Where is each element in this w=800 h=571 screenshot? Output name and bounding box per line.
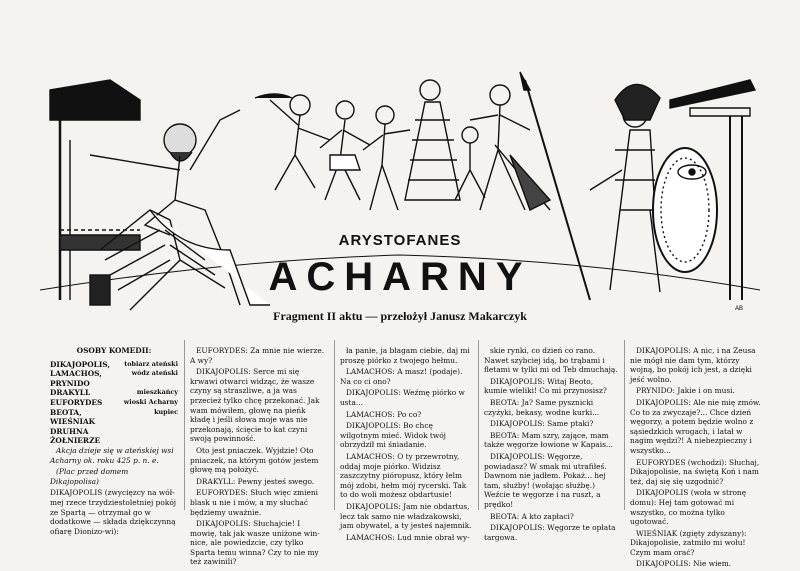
dialogue-paragraph: PRYNIDO: Jakie i on musi. <box>636 386 735 396</box>
author-name: ARYSTOFANES <box>338 232 462 249</box>
cast-entry <box>50 388 178 398</box>
cast-entry <box>50 436 178 446</box>
dialogue-paragraph: LAMACHOS: A masz! (podaje). Na co ci ono? <box>340 367 463 386</box>
article-header <box>230 232 570 324</box>
dialogue-paragraph: LAMACHOS: Po co? <box>346 409 422 419</box>
cast-heading: OSOBY KOMEDII: <box>76 346 152 355</box>
dialogue-paragraph: BEOTA: Mam szry, zające, mam także węgorze łowione w Kapais... <box>484 430 613 450</box>
setting-note: (Plac przed domem Dikajopolisa) <box>50 467 129 486</box>
dialogue-paragraph: EUFORYDES: Słuch więc zmieni blask u nie i mów, a my słuchać będziemy uważnie. <box>190 488 319 517</box>
dialogue-paragraph: DIKAJOPOLIS: Słuchajcie! I mowię, tak jak wasze uniżone win-nice, ale powiedzcie, czy tylko Sparta temu winna? Czy to nie my też zawinili? <box>190 519 320 567</box>
dialogue-paragraph: LAMACHOS: O ty przewrotny, oddaj moje piórko. Widzisz zaszczytny pióropusz, który łelm mój zdobi, hełm mój rycerski. Tak to do woli możesz obdartusie! <box>340 451 467 500</box>
dialogue-paragraph: EUFORYDES (wchodzi): Słuchaj, Dikajopolisie, na świętą Koń i nam też, daj się się uzgodnić? <box>630 457 760 486</box>
dialogue-paragraph: WIEŚNIAK (zgięty zdyszany): Dikajopolisie, zatmiło mi wołu! Czym mam orać? <box>630 528 747 557</box>
column-divider <box>334 340 335 510</box>
cast-role: EUFORYDES <box>50 397 103 407</box>
dialogue-paragraph: DIKAJOPOLIS: Węgorze te opłata targowa. <box>484 523 616 542</box>
dialogue-paragraph: DIKAJOPOLIS: Nie wiem. <box>636 559 732 569</box>
cast-description: wioski Acharny <box>123 397 178 406</box>
text-column-4 <box>484 346 618 544</box>
dialogue-paragraph: BEOTA: A kto zapłaci? <box>490 511 574 521</box>
cast-role: LAMACHOS, <box>50 369 102 379</box>
cast-entry <box>50 379 178 389</box>
cast-entry <box>50 369 178 379</box>
dialogue-paragraph: DIKAJOPOLIS (woła w stronę domu): Hej tam gotować mi wszystko, co można tylko ugotować. <box>630 488 747 527</box>
cast-role: DRUHNA <box>50 426 89 436</box>
setting-note: Akcja dzieje się w ateńskiej wsi Acharny ok. roku 425 p. n. e. <box>50 445 174 465</box>
cast-entry <box>50 408 178 418</box>
cast-entry <box>50 427 178 437</box>
cast-list <box>50 360 178 446</box>
cast-entry <box>50 398 178 408</box>
cast-entry <box>50 417 178 427</box>
text-column-5 <box>630 346 764 571</box>
column-divider <box>624 340 625 510</box>
column-divider <box>478 340 479 510</box>
dialogue-paragraph: DIKAJOPOLIS: Bo chcę wilgotnym mieć. Widok twój obrzydził mi śniadanie. <box>340 421 446 450</box>
dialogue-paragraph: DIKAJOPOLIS: A nic, i na Zeusa nie mógł nie dam tym, którzy wojną, bo pokój ich jest, a dzięki jeść wolno. <box>630 346 756 384</box>
dialogue-paragraph: DRAKYLL: Pewny jesteś swego. <box>196 476 315 486</box>
cast-role: ŻOŁNIERZE <box>50 436 101 446</box>
cast-column <box>50 346 178 538</box>
dialogue-paragraph: DIKAJOPOLIS: Ale nie mię zmów. Co to za zwyczaje?... Chce dzień węgorzy, a potem będzie wolno z sąsiedzkich wrogach, i latał w nagim wędzi?! A niebezpieczny i wszystko... <box>630 397 761 455</box>
cast-role: BEOTA, <box>50 407 82 417</box>
dialogue-paragraph: DIKAJOPOLIS: Węgorze, powiadasz? W smak mi utrafiłeś. Dawnom nie jadłem. Pokaż... hej tam, służby! (wołając służbę.) Weźcie te węgorze i na ruszt, a prędko! <box>484 451 607 509</box>
column-divider <box>184 340 185 510</box>
subtitle: Fragment II aktu — przełożył Janusz Makarczyk <box>273 309 527 323</box>
dialogue-paragraph: LAMACHOS: Lud mnie obrał wy- <box>346 532 470 542</box>
cast-description: kupiec <box>154 407 178 416</box>
dialogue-paragraph: DIKAJOPOLIS: Weźmę piórko w usta... <box>340 388 465 407</box>
cast-role: DIKAJOPOLIS, <box>50 359 110 369</box>
dialogue-paragraph: Oto jest pniaczek. Wyjdzie! Oto pniaczek, na którym gotów jestem głowę mą położyć. <box>190 445 319 475</box>
cast-role: DRAKYLL <box>50 388 91 398</box>
text-column-3 <box>340 346 472 544</box>
cast-role: PRYNIDO <box>50 378 90 388</box>
cast-entry <box>50 360 178 370</box>
dialogue-paragraph: DIKAJOPOLIS: Jam nie obdartus, lecz tak samo nie władzakowski, jam obywatel, a ty jesteś najemnik. <box>340 501 472 531</box>
dialogue-paragraph: DIKAJOPOLIS: Serce mi się krwawi otwarci widząc, że wasze czyny są straszliwe, a ja was przecież tylko chcę przekonać. Jak wam mówiłem, głowę na pieńk kładę i jeśli słowa moje was nie przekonają, ścięcie to kat czyni swoją powinność. <box>190 367 320 444</box>
cast-description: mieszkańcy <box>136 388 178 397</box>
dialogue-paragraph: ła panie, ja błagam ciebie, daj mi proszę piórko z twojego hełmu. <box>340 346 470 365</box>
cast-description: wódz ateński <box>131 369 178 378</box>
dialogue-paragraph: DIKAJOPOLIS: Witaj Beoto, kumie wieliki! Co mi przynosisz? <box>484 376 607 396</box>
dialogue-paragraph: BEOTA: Ja? Same pysznicki czyżyki, bekasy, wodne kurki... <box>484 397 600 417</box>
cast-description: tobiarz ateński <box>124 359 178 368</box>
text-column-2 <box>190 346 328 569</box>
page-title: ACHARNY <box>268 255 532 299</box>
opening-line: DIKAJOPOLIS (zwycięzcy na wół-mej rzece trzydziestoletniej pokój ze Spartą — otrzymał go w dodatkowe — składa dziękczynną ofiarę Dionizo-wi): <box>50 488 177 536</box>
dialogue-paragraph: DIKAJOPOLIS: Same ptaki? <box>490 419 594 429</box>
dialogue-paragraph: EUFORYDES: Za mnie nie wierze. A wy? <box>190 346 325 365</box>
dialogue-paragraph: skie rynki, co dzień co rano. Nawet szybciej idą, bo trąbami i fletami w tylki mi od Teb dmuchają. <box>484 346 618 375</box>
artist-monogram: AB <box>735 306 744 312</box>
cast-role: WIEŚNIAK <box>50 417 96 427</box>
